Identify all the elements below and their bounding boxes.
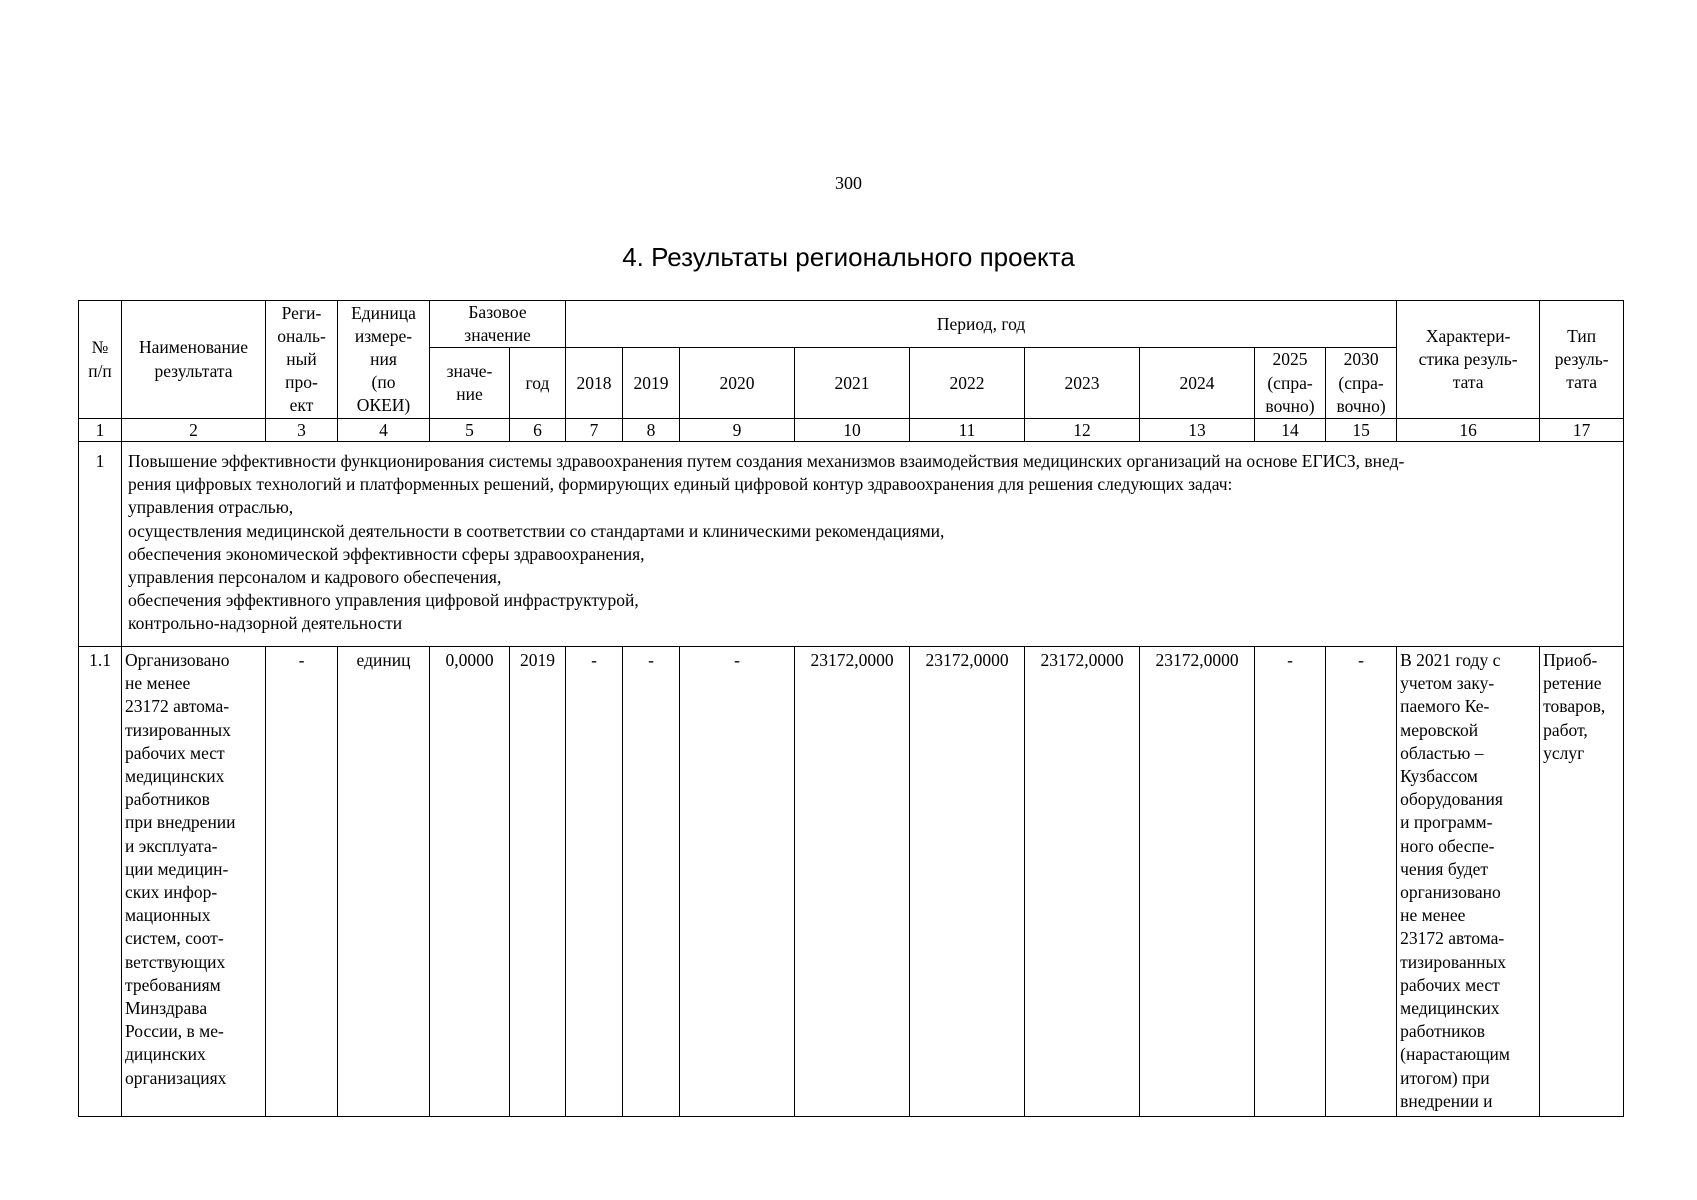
column-number: 17 <box>1540 419 1624 442</box>
page-title: 4. Результаты регионального проекта <box>622 242 1075 272</box>
section-text: Повышение эффективности функционирования системы здравоохранения путем создания механизмов взаимодействия медицинских организаций на основе ЕГИСЗ, внед- рения цифровых технологий и платформенных решений, формирующих единый цифровой контур здравоохранения для решения следующих задач: управления отраслью, осуществления медицинской деятельности в соответствии со стандартами и клиническими рекомендациями, обеспечения экономической эффективности сферы здравоохранения, управления персоналом и кадрового обеспечения, обеспечения эффективного управления цифровой инфраструктурой, контрольно-надзорной деятельности <box>122 442 1624 647</box>
regional-project-value: - <box>266 647 338 1117</box>
unit-value: единиц <box>338 647 430 1117</box>
column-number: 8 <box>623 419 680 442</box>
column-number: 11 <box>910 419 1025 442</box>
column-number: 12 <box>1025 419 1140 442</box>
header-type: Тип резуль- тата <box>1540 301 1624 419</box>
header-num: № п/п <box>79 301 122 419</box>
column-number: 2 <box>122 419 266 442</box>
column-number: 10 <box>795 419 910 442</box>
table-row <box>79 647 1624 1117</box>
header-base-year: год <box>510 348 566 419</box>
value-2022: 23172,0000 <box>910 647 1025 1117</box>
base-year-value: 2019 <box>510 647 566 1117</box>
column-number: 5 <box>430 419 510 442</box>
value-2030: - <box>1326 647 1397 1117</box>
column-number: 16 <box>1397 419 1540 442</box>
header-unit: Единица измере- ния (по ОКЕИ) <box>338 301 430 419</box>
column-number: 13 <box>1140 419 1255 442</box>
section-number: 1 <box>79 442 122 647</box>
section-row <box>79 442 1624 647</box>
base-value: 0,0000 <box>430 647 510 1117</box>
header-year-2022: 2022 <box>910 348 1025 419</box>
column-number: 7 <box>566 419 623 442</box>
header-name: Наименование результата <box>122 301 266 419</box>
header-year-2019: 2019 <box>623 348 680 419</box>
header-year-2021: 2021 <box>795 348 910 419</box>
value-2025: - <box>1255 647 1326 1117</box>
column-number: 14 <box>1255 419 1326 442</box>
header-year-2024: 2024 <box>1140 348 1255 419</box>
value-2020: - <box>680 647 795 1117</box>
value-2024: 23172,0000 <box>1140 647 1255 1117</box>
header-year-2023: 2023 <box>1025 348 1140 419</box>
header-period: Период, год <box>566 301 1397 348</box>
header-year-2025: 2025 (спра- вочно) <box>1255 348 1326 419</box>
result-name: Организовано не менее 23172 автома- тизированных рабочих мест медицинских работников при внедрении и эксплуата- ции медицин- ских инфор- мационных систем, соот- ветствующих требованиям Минздрава России, в ме- дицинских организациях <box>122 647 266 1117</box>
column-number: 1 <box>79 419 122 442</box>
header-regional-project: Реги- ональ- ный про- ект <box>266 301 338 419</box>
value-2021: 23172,0000 <box>795 647 910 1117</box>
results-table <box>78 300 1624 1117</box>
header-year-2018: 2018 <box>566 348 623 419</box>
result-characteristic: В 2021 году с учетом заку- паемого Ке- меровской областью – Кузбассом оборудования и программ- ного обеспе- чения будет организовано не менее 23172 автома- тизированных рабочих мест медицинских работников (нарастающим итогом) при внедрении и <box>1397 647 1540 1117</box>
value-2023: 23172,0000 <box>1025 647 1140 1117</box>
result-type: Приоб- ретение товаров, работ, услуг <box>1540 647 1624 1117</box>
column-number: 6 <box>510 419 566 442</box>
page-number: 300 <box>835 173 862 193</box>
row-number: 1.1 <box>79 647 122 1117</box>
column-numbers-row <box>79 419 1624 442</box>
header-row <box>79 301 1624 348</box>
column-number: 3 <box>266 419 338 442</box>
header-base-value: значе- ние <box>430 348 510 419</box>
value-2019: - <box>623 647 680 1117</box>
column-number: 9 <box>680 419 795 442</box>
column-number: 15 <box>1326 419 1397 442</box>
value-2018: - <box>566 647 623 1117</box>
header-year-2020: 2020 <box>680 348 795 419</box>
header-year-2030: 2030 (спра- вочно) <box>1326 348 1397 419</box>
header-base: Базовое значение <box>430 301 566 348</box>
header-characteristic: Характери- стика резуль- тата <box>1397 301 1540 419</box>
column-number: 4 <box>338 419 430 442</box>
